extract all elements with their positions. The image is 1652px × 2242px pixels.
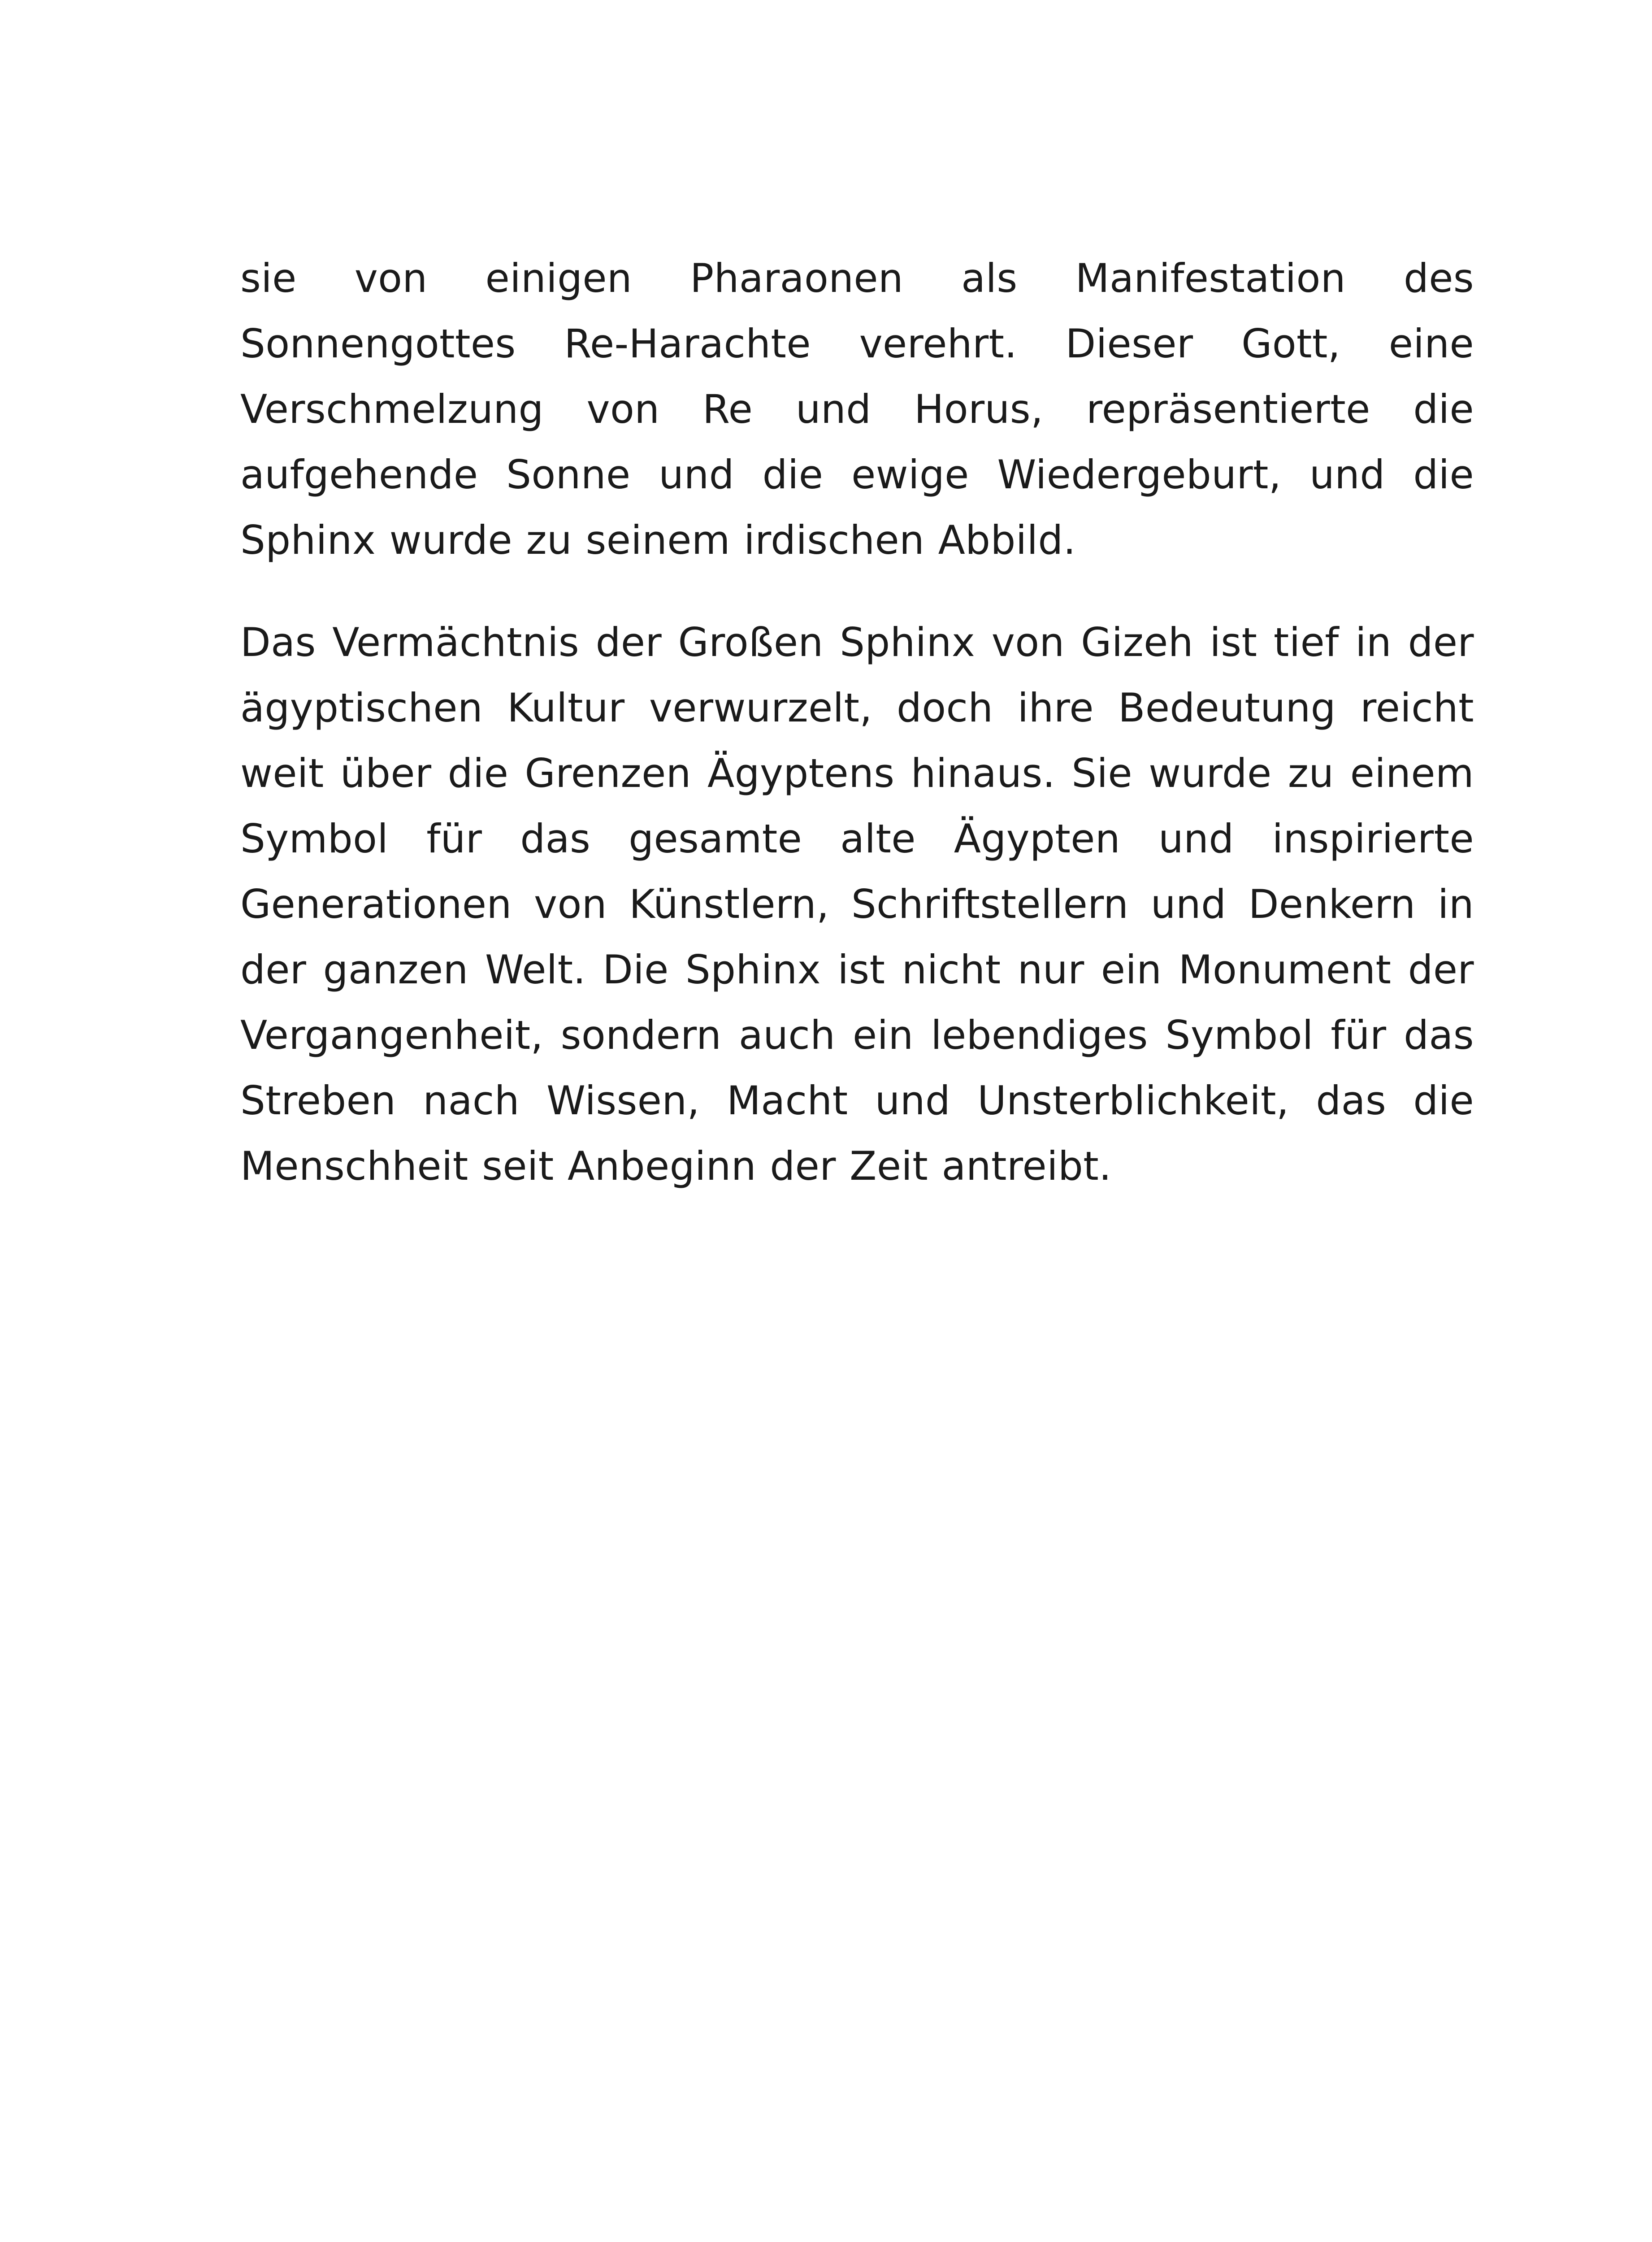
body-text (240, 246, 1474, 1199)
paragraph-2: Das Vermächtnis der Großen Sphinx von Gizeh ist tief in der ägyptischen Kultur verwurzelt, doch ihre Bedeutung reicht weit über die Grenzen Ägyptens hinaus. Sie wurde zu einem Symbol für das gesamte alte Ägypten und inspirierte Generationen von Künstlern, Schriftstellern und Denkern in der ganzen Welt. Die Sphinx ist nicht nur ein Monument der Vergangenheit, sondern auch ein lebendiges Symbol für das Streben nach Wissen, Macht und Unsterblichkeit, das die Menschheit seit Anbeginn der Zeit antreibt. (240, 619, 1474, 1189)
paragraph-1: sie von einigen Pharaonen als Manifestation des Sonnengottes Re-Harachte verehrt. Dieser Gott, eine Verschmelzung von Re und Horus, repräsentierte die aufgehende Sonne und die ewige Wiedergeburt, und die Sphinx wurde zu seinem irdischen Abbild. (240, 255, 1474, 563)
